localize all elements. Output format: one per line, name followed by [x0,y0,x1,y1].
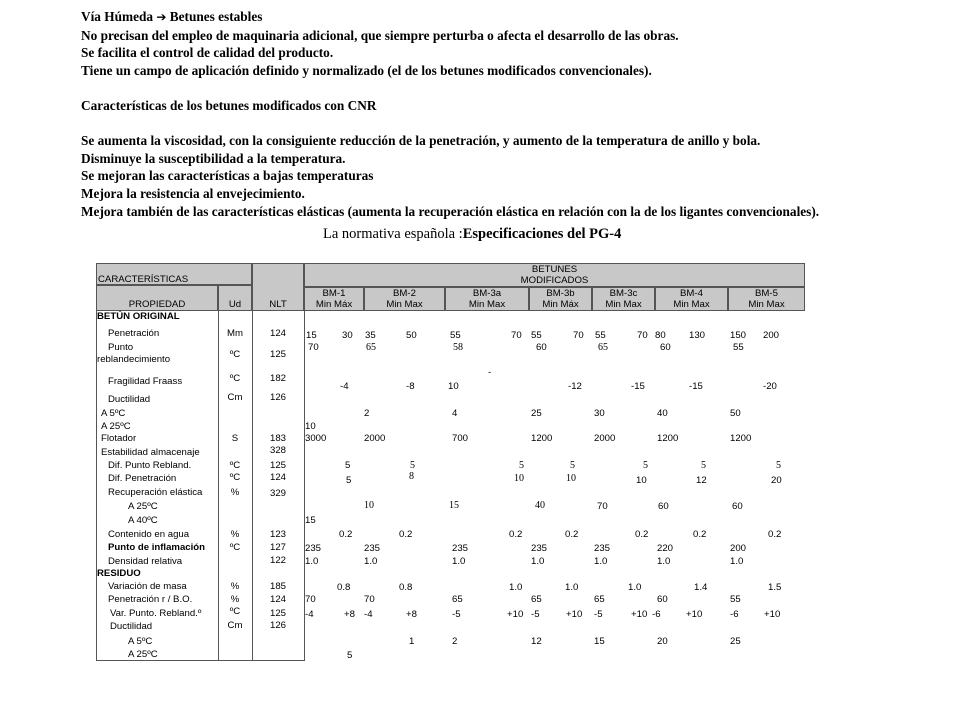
cell-value: 0.2 [565,529,579,540]
row-nlt: 124 [269,472,286,483]
row-label: Var. Punto. Rebland.º [110,608,202,619]
cell-value: 1 [409,636,415,647]
row-nlt: 125 [269,349,286,360]
row-label: Ductilidad [110,621,153,632]
cell-value: 1.5 [768,582,782,593]
row-nlt: 126 [269,620,286,631]
row-ud: % [230,581,240,592]
point-line: Se mejoran las características a bajas temperaturas [81,168,374,184]
row-label: Dif. Penetración [108,473,177,484]
point-line: Mejora la resistencia al envejecimiento. [81,185,305,201]
grade-name: BM-2 [393,288,416,299]
cell-value: 150 [730,330,747,341]
cell-value: - [488,367,492,378]
header-caracteristicas: CARACTERÍSTICAS [98,274,189,285]
row-ud: ºC [229,472,241,483]
cell-value: -5 [594,609,603,620]
row-label: A 25ºC [128,649,158,660]
cell-value: 20 [657,636,668,647]
cell-value: 1.0 [452,556,466,567]
cell-value: 60 [536,342,547,353]
row-ud: ºC [229,460,241,471]
cell-value: 50 [730,408,741,419]
cell-value: 55 [595,330,606,341]
subtitle-prefix: La normativa española : [323,226,463,242]
cell-value: 55 [450,330,461,341]
grade-name: BM-5 [755,288,778,299]
cell-value: 65 [594,594,605,605]
cell-value: -6 [730,609,739,620]
section-title: Características de los betunes modificados con CNR [81,97,377,113]
cell-value: 1.0 [531,556,545,567]
row-label: Dif. Punto Rebland. [108,460,192,471]
grade-sub: Min Max [673,299,710,310]
cell-value: 130 [689,330,706,341]
cell-value: 1.0 [509,582,523,593]
cell-value: 70 [637,330,648,341]
cell-value: 5 [410,460,415,471]
cell-value: 200 [730,543,747,554]
intro-line: Tiene un campo de aplicación definido y normalizado (el de los betunes modificados convencionales). [81,62,652,78]
row-label: Penetración [108,328,160,339]
cell-value: 0.2 [509,529,523,540]
cell-value: 1.0 [565,582,579,593]
cell-value: -8 [406,381,415,392]
cell-value: 0.2 [693,529,707,540]
cell-value: -5 [531,609,540,620]
row-ud: Cm [227,392,243,403]
row-label: reblandecimiento [97,354,171,365]
row-label: Fragilidad Fraass [108,376,183,387]
cell-value: -6 [652,609,661,620]
row-label: A 40ºC [128,515,158,526]
cell-value: 0.8 [399,582,413,593]
row-label: Punto de inflamación [108,542,206,553]
grade-sub: Min Max [748,299,785,310]
cell-value: 12 [696,475,707,486]
cell-value: 55 [531,330,542,341]
cell-value: 0.2 [399,529,413,540]
cell-value: 40 [657,408,668,419]
row-ud: S [231,433,239,444]
row-ud: % [230,529,240,540]
grade-name: BM-3b [546,288,575,299]
cell-value: 10 [636,475,647,486]
page-subtitle [323,226,621,243]
cell-value: 60 [657,594,668,605]
cell-value: 65 [452,594,463,605]
cell-value: 5 [701,460,706,471]
cell-value: -4 [364,609,373,620]
cell-value: 0.8 [337,582,351,593]
arrow-right-icon: ➔ [156,10,167,24]
header-nlt: NLT [269,299,287,310]
cell-value: 5 [570,460,575,471]
row-nlt: 125 [269,460,286,471]
header-modificados: MODIFICADOS [520,275,589,286]
grade-name: BM-3a [472,288,502,299]
cell-value: -5 [452,609,461,620]
cell-value: 55 [730,594,741,605]
row-nlt: 182 [269,373,286,384]
row-label: Penetración r / B.O. [108,594,193,605]
cell-value: 40 [535,500,545,511]
cell-value: 1.0 [730,556,744,567]
grade-sub: Min Max [386,299,423,310]
cell-value: 5 [776,460,781,471]
cell-value: 25 [531,408,542,419]
cell-value: -12 [568,381,582,392]
row-nlt: 123 [269,529,286,540]
row-ud: Mm [227,328,243,339]
cell-value: 12 [531,636,542,647]
cell-value: 55 [733,342,744,353]
row-label: Densidad relativa [108,556,183,567]
cell-value: +10 [507,609,524,620]
header-ud: Ud [228,299,242,310]
grade-name: BM-1 [322,288,346,299]
cell-value: 30 [594,408,605,419]
cell-value: 15 [306,330,317,341]
cell-value: 60 [660,342,671,353]
cell-value: +8 [344,609,355,620]
row-label: Variación de masa [108,581,187,592]
cell-value: 235 [531,543,548,554]
row-label: Recuperación elástica [108,487,203,498]
cell-value: 15 [449,500,459,511]
row-label: A 25ºC [128,501,158,512]
cell-value: 2000 [594,433,616,444]
grade-sub: Min Máx [315,299,353,310]
cell-value: 235 [452,543,469,554]
cell-value: 1.0 [657,556,671,567]
cell-value: 3000 [305,433,327,444]
cell-value: 50 [406,330,417,341]
row-label: A 5ºC [128,636,153,647]
cell-value: 15 [305,515,316,526]
cell-value: 5 [643,460,648,471]
heading-right: Betunes estables [169,9,263,24]
row-nlt: 127 [269,542,286,553]
row-nlt: 328 [269,445,286,456]
cell-value: 65 [366,342,376,353]
cell-value: -4 [340,381,349,392]
section-residuo: RESIDUO [97,568,141,579]
cell-value: 20 [771,475,782,486]
row-label: Punto [108,342,134,353]
cell-value: 65 [598,342,608,353]
row-ud: ºC [229,542,241,553]
row-nlt: 125 [269,608,286,619]
row-ud: % [230,487,240,498]
row-ud: ºC [229,373,241,384]
cell-value: 70 [597,501,608,512]
intro-line: Se facilita el control de calidad del producto. [81,45,334,61]
header-betunes: BETUNES [531,264,578,275]
row-label: A 5ºC [101,408,126,419]
cell-value: 10 [448,381,459,392]
cell-value: 58 [453,342,463,353]
cell-value: 8 [409,471,414,482]
cell-value: +10 [566,609,583,620]
cell-value: 4 [452,408,458,419]
cell-value: 1200 [657,433,679,444]
cell-value: 2 [452,636,458,647]
point-line: Disminuye la susceptibilidad a la temperatura. [81,150,346,166]
cell-value: 10 [305,421,316,432]
cell-value: 235 [364,543,381,554]
cell-value: +10 [631,609,648,620]
cell-value: -15 [689,381,703,392]
cell-value: 5 [346,475,352,486]
row-ud: % [230,594,240,605]
row-ud: ºC [229,606,241,617]
row-label: Contenido en agua [108,529,190,540]
point-line: Se aumenta la viscosidad, con la consiguiente reducción de la penetración, y aumento de la temperatura de anillo y bola. [81,133,761,149]
subtitle-bold: Especificaciones del PG-4 [462,226,622,242]
cell-value: 30 [342,330,353,341]
cell-value: 10 [566,473,576,484]
cell-value: 15 [594,636,605,647]
heading-line [81,8,901,27]
cell-value: 5 [345,460,351,471]
row-label: Ductilidad [108,394,151,405]
specifications-table [96,263,805,661]
cell-value: 5 [347,650,353,661]
cell-value: +10 [686,609,703,620]
cell-value: 2000 [364,433,386,444]
cell-value: 80 [655,330,666,341]
header-propiedad: PROPIEDAD [128,299,186,310]
cell-value: 0.2 [768,529,782,540]
cell-value: 35 [365,330,376,341]
cell-value: 70 [308,342,319,353]
cell-value: 200 [763,330,780,341]
cell-value: 1.4 [694,582,708,593]
cell-value: -20 [763,381,777,392]
row-label: A 25ºC [101,421,131,432]
cell-value: 220 [657,543,674,554]
grade-sub: Min Max [605,299,642,310]
cell-value: 0.2 [339,529,353,540]
cell-value: 65 [531,594,542,605]
cell-value: 2 [364,408,370,419]
row-label: Estabilidad almacenaje [101,447,200,458]
cell-value: 25 [730,636,741,647]
row-nlt: 185 [269,581,286,592]
grade-name: BM-3c [609,288,638,299]
cell-value: -4 [305,609,314,620]
row-nlt: 122 [269,555,286,566]
cell-value: 70 [511,330,522,341]
cell-value: 1.0 [594,556,608,567]
cell-value: +8 [406,609,417,620]
cell-value: 1.0 [364,556,378,567]
cell-value: 1.0 [628,582,642,593]
intro-line: No precisan del empleo de maquinaria adicional, que siempre perturba o afecta el desarrollo de las obras. [81,27,679,43]
cell-value: 700 [452,433,469,444]
row-ud: ºC [229,349,241,360]
row-nlt: 329 [269,488,286,499]
cell-value: 60 [658,501,669,512]
cell-value: 235 [594,543,611,554]
row-label: Flotador [101,433,137,444]
cell-value: 10 [514,473,524,484]
row-nlt: 124 [269,594,286,605]
cell-value: 235 [305,543,322,554]
cell-value: 1.0 [305,556,319,567]
cell-value: 70 [305,594,316,605]
grade-sub: Min Máx [542,299,579,310]
cell-value: +10 [764,609,781,620]
intro-text [81,8,901,220]
cell-value: 0.2 [635,529,649,540]
cell-value: 1200 [730,433,752,444]
heading-left: Vía Húmeda [81,9,154,24]
grade-name: BM-4 [680,288,703,299]
row-nlt: 183 [269,433,286,444]
grade-sub: Min Max [468,299,506,310]
cell-value: 70 [573,330,584,341]
cell-value: -15 [631,381,645,392]
cell-value: 70 [364,594,375,605]
row-nlt: 124 [269,328,286,339]
cell-value: 1200 [531,433,553,444]
cell-value: 60 [732,501,743,512]
cell-value: 10 [364,500,374,511]
point-line: Mejora también de las características elásticas (aumenta la recuperación elástica en relación con la de los ligantes convencionales). [81,203,820,219]
section-original: BETÚN ORIGINAL [97,311,180,322]
cell-value: 5 [519,460,524,471]
row-ud: Cm [227,620,243,631]
row-nlt: 126 [269,392,286,403]
